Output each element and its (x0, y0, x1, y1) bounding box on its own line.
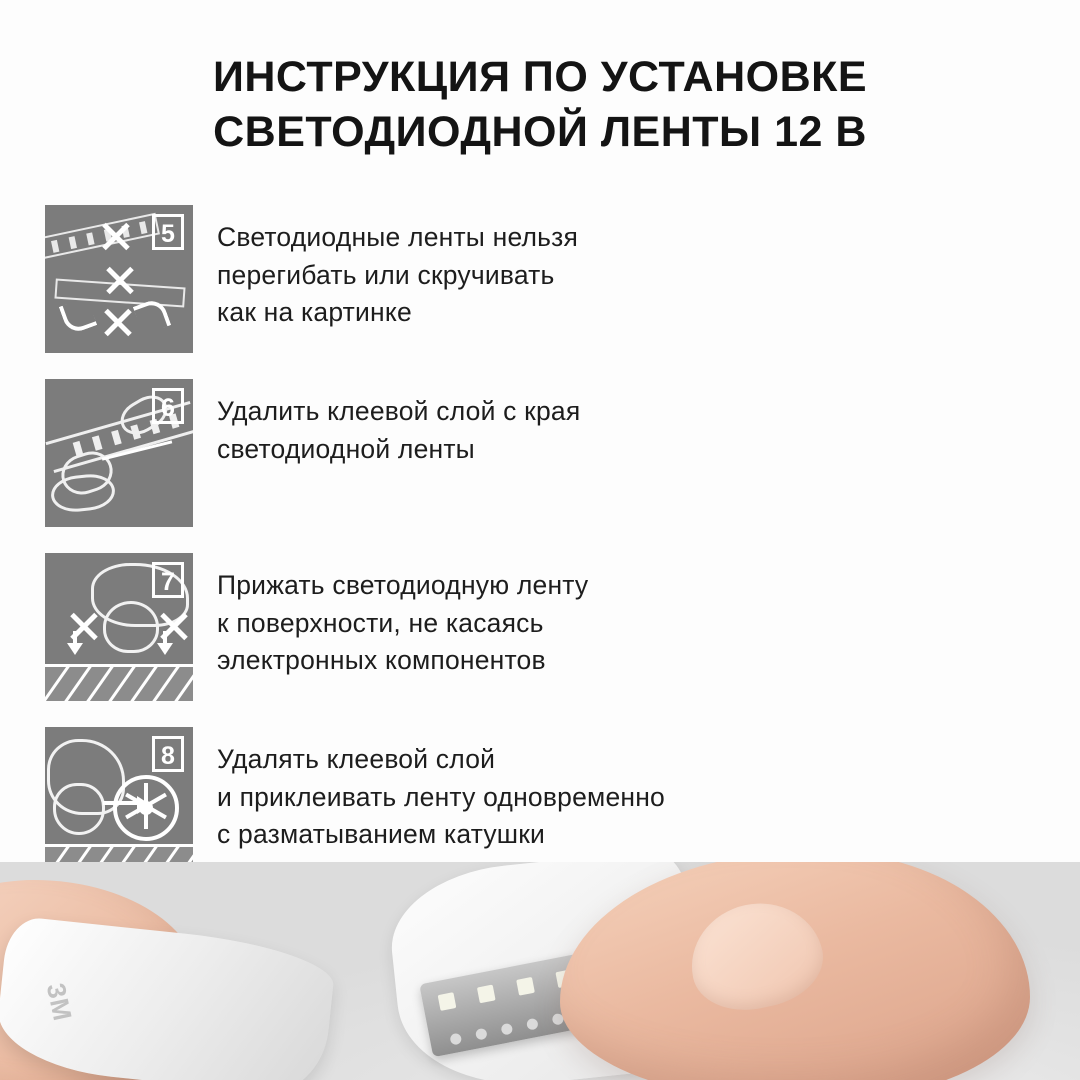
reel-shape (113, 775, 179, 841)
step-text-line: перегибать или скручивать (217, 259, 555, 290)
step-text-line: с разматыванием катушки (217, 819, 546, 850)
step-text-line: и приклеивать ленту одновременно (217, 781, 665, 812)
cross-icon-1 (67, 609, 91, 633)
step-description (217, 205, 578, 332)
finger-shape-2 (49, 472, 116, 514)
cross-icon-2 (157, 609, 181, 633)
cross-icon-3 (101, 305, 135, 339)
bend-twist-forbidden-icon (45, 205, 193, 353)
page-title-line-1: ИНСТРУКЦИЯ ПО УСТАНОВКЕ (212, 53, 868, 101)
bend-hook-left (59, 297, 97, 335)
cross-icon-1 (99, 219, 133, 253)
list-item (45, 379, 1035, 527)
step-description (217, 379, 580, 468)
surface-shape (45, 664, 193, 701)
list-item (45, 205, 1035, 353)
step-description (217, 553, 588, 680)
step-number-badge: 8 (152, 736, 184, 772)
list-item (45, 727, 1035, 875)
step-description (217, 727, 665, 854)
step-text-line: Прижать светодиодную ленту (217, 570, 589, 600)
product-photo (0, 862, 1080, 1080)
unroll-reel-icon (45, 727, 193, 875)
step-text-line: Удалять клеевой слой (217, 744, 496, 774)
arrow-down-right (157, 643, 173, 655)
step-number-badge: 6 (152, 388, 184, 424)
step-number-badge: 5 (152, 214, 184, 250)
finger-shape (103, 601, 159, 653)
tape-brand-text: 3M (40, 980, 79, 1025)
peel-adhesive-layer-icon (45, 379, 193, 527)
list-item (45, 553, 1035, 701)
press-strip-to-surface-icon (45, 553, 193, 701)
step-text-line: Удалить клеевой слой с края (217, 396, 581, 426)
step-text-line: светодиодной ленты (217, 433, 475, 464)
page-title (0, 50, 1080, 160)
step-text-line: Светодиодные ленты нельзя (217, 222, 579, 252)
steps-list (45, 205, 1035, 901)
finger-shape (53, 783, 105, 835)
page-title-line-2: СВЕТОДИОДНОЙ ЛЕНТЫ 12 В (213, 108, 867, 157)
step-text-line: как на картинке (217, 297, 412, 328)
step-text-line: к поверхности, не касаясь (217, 607, 544, 638)
step-text-line: электронных компонентов (217, 645, 546, 676)
step-number-badge: 7 (152, 562, 184, 598)
arrow-down-left (67, 643, 83, 655)
cross-icon-2 (103, 263, 137, 297)
